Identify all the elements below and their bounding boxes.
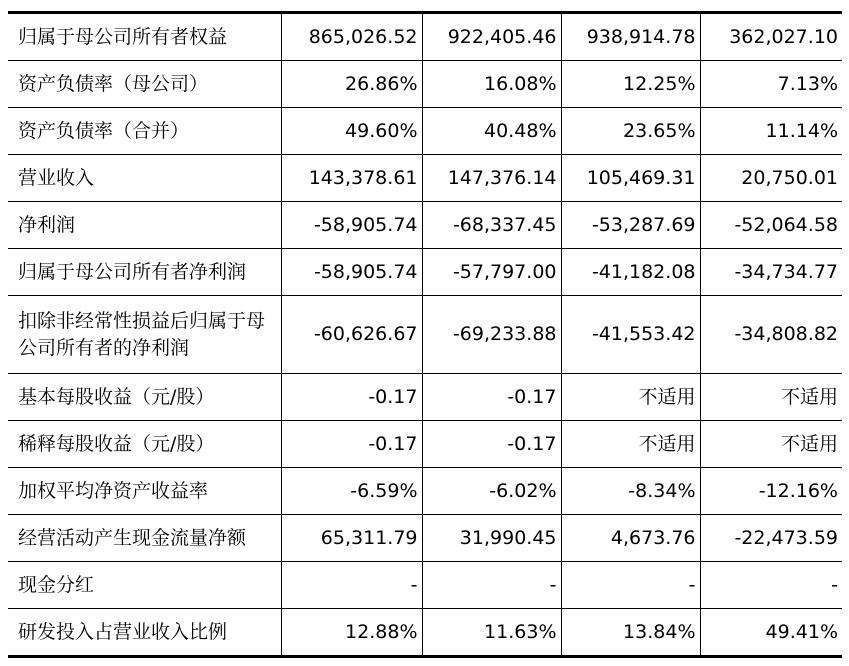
row-label: 现金分红 [8,562,281,609]
table-cell: -41,182.08 [561,249,700,296]
table-row [8,155,842,202]
table-row [8,61,842,108]
financial-table [8,11,842,658]
row-label: 扣除非经常性损益后归属于母公司所有者的净利润 [8,296,281,374]
table-cell: 不适用 [561,374,700,421]
table-cell: 11.14% [700,108,842,155]
table-row [8,249,842,296]
table-cell: 49.60% [281,108,422,155]
table-cell: 147,376.14 [422,155,561,202]
row-label: 归属于母公司所有者净利润 [8,249,281,296]
row-label: 资产负债率（合并） [8,108,281,155]
table-cell: 143,378.61 [281,155,422,202]
table-row [8,515,842,562]
table-row [8,296,842,374]
table-cell: 31,990.45 [422,515,561,562]
table-cell: 65,311.79 [281,515,422,562]
row-label: 稀释每股收益（元/股） [8,421,281,468]
table-cell: 105,469.31 [561,155,700,202]
table-cell: 不适用 [700,421,842,468]
table-cell: 12.88% [281,609,422,657]
table-row [8,202,842,249]
table-cell: 938,914.78 [561,13,700,61]
financial-table-container [8,11,842,658]
table-cell: -60,626.67 [281,296,422,374]
table-cell: -22,473.59 [700,515,842,562]
table-cell: - [422,562,561,609]
table-row [8,374,842,421]
table-cell: -69,233.88 [422,296,561,374]
table-cell: -6.02% [422,468,561,515]
table-row [8,562,842,609]
row-label: 研发投入占营业收入比例 [8,609,281,657]
table-cell: -6.59% [281,468,422,515]
table-cell: 4,673.76 [561,515,700,562]
row-label: 经营活动产生现金流量净额 [8,515,281,562]
table-cell: -34,734.77 [700,249,842,296]
row-label: 基本每股收益（元/股） [8,374,281,421]
table-cell: -58,905.74 [281,202,422,249]
row-label: 加权平均净资产收益率 [8,468,281,515]
table-cell: 不适用 [561,421,700,468]
table-cell: 20,750.01 [700,155,842,202]
table-cell: -41,553.42 [561,296,700,374]
table-row [8,609,842,657]
table-cell: 12.25% [561,61,700,108]
row-label: 营业收入 [8,155,281,202]
table-cell: 49.41% [700,609,842,657]
row-label: 资产负债率（母公司） [8,61,281,108]
table-cell: 7.13% [700,61,842,108]
table-cell: 922,405.46 [422,13,561,61]
table-cell: -12.16% [700,468,842,515]
table-cell: 26.86% [281,61,422,108]
table-cell: 不适用 [700,374,842,421]
table-cell: 16.08% [422,61,561,108]
table-cell: -53,287.69 [561,202,700,249]
table-row [8,13,842,61]
row-label: 归属于母公司所有者权益 [8,13,281,61]
table-cell: -68,337.45 [422,202,561,249]
table-cell: 11.63% [422,609,561,657]
table-row [8,421,842,468]
table-cell: 362,027.10 [700,13,842,61]
table-cell: -58,905.74 [281,249,422,296]
table-cell: - [700,562,842,609]
table-cell: - [281,562,422,609]
table-cell: -57,797.00 [422,249,561,296]
table-cell: 13.84% [561,609,700,657]
table-row [8,468,842,515]
table-cell: 40.48% [422,108,561,155]
table-cell: -0.17 [281,374,422,421]
table-cell: -0.17 [281,421,422,468]
row-label: 净利润 [8,202,281,249]
table-cell: 23.65% [561,108,700,155]
table-cell: -34,808.82 [700,296,842,374]
table-cell: 865,026.52 [281,13,422,61]
table-cell: - [561,562,700,609]
table-cell: -0.17 [422,374,561,421]
table-cell: -8.34% [561,468,700,515]
table-cell: -52,064.58 [700,202,842,249]
table-cell: -0.17 [422,421,561,468]
table-row [8,108,842,155]
